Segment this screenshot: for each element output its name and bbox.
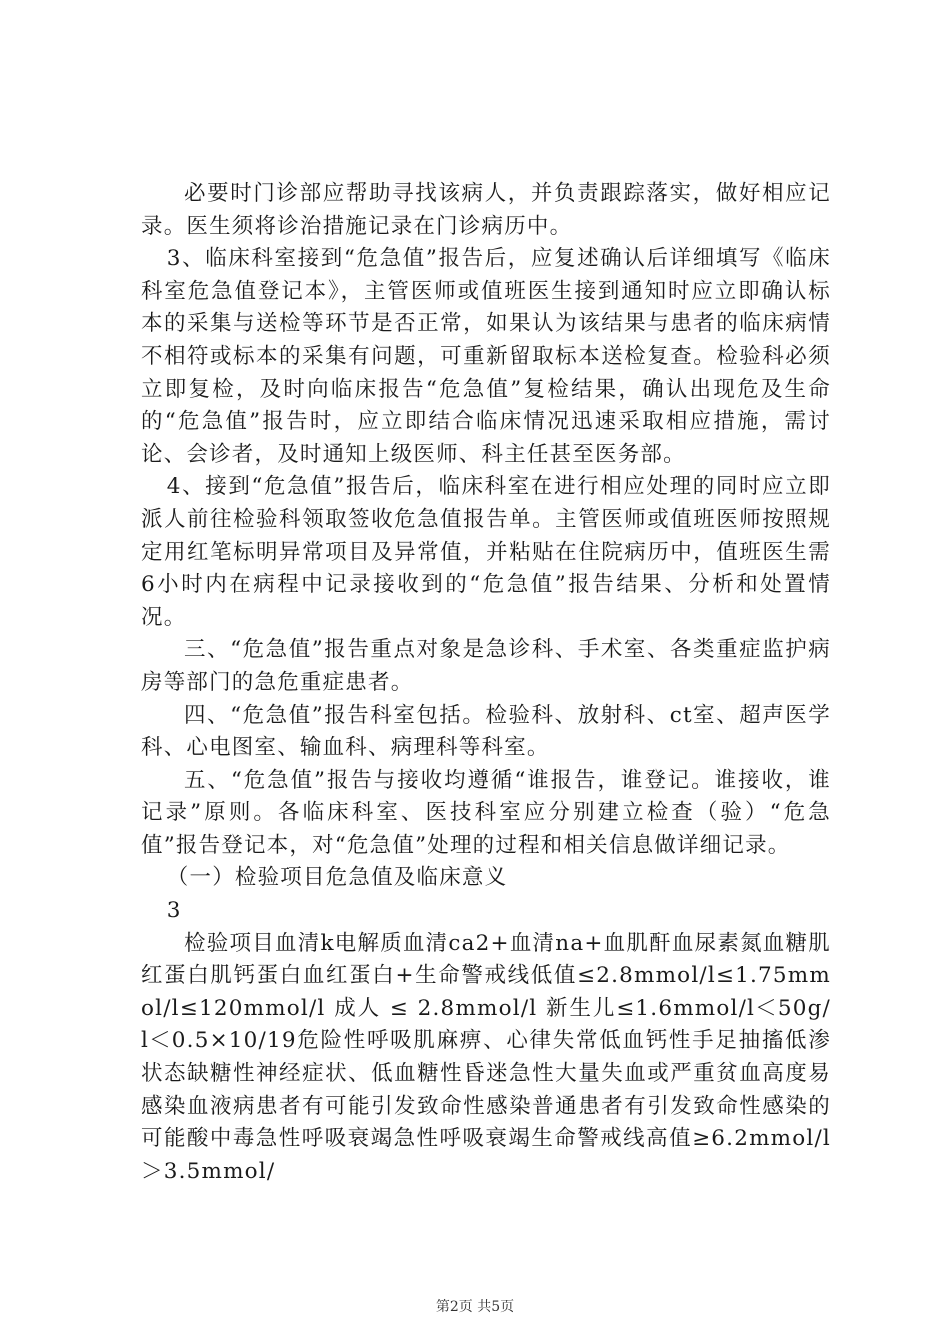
page-footer: 第2页 共5页 (435, 1299, 515, 1315)
paragraph-followup: 必要时门诊部应帮助寻找该病人，并负责跟踪落实，做好相应记录。医生须将诊治措施记录在门诊病历中。 (141, 181, 831, 239)
subsection-heading: （一）检验项目危急值及临床意义 (166, 865, 508, 891)
paragraph-section-3: 三、“危急值”报告重点对象是急诊科、手术室、各类重症监护病房等部门的急危重症患者。 (141, 637, 831, 695)
paragraph-item-4: 4、接到“危急值”报告后，临床科室在进行相应处理的同时应立即派人前往检验科领取签收危急值报告单。主管医师或值班医师按照规定用红笔标明异常项目及异常值，并粘贴在住院病历中，值班医生需6小时内在病程中记录接收到的“危急值”报告结果、分析和处置情况。 (141, 474, 831, 630)
paragraph-section-4: 四、“危急值”报告科室包括。检验科、放射科、ct室、超声医学科、心电图室、输血科、病理科等科室。 (141, 702, 831, 761)
paragraph-item-3: 3、临床科室接到“危急值”报告后，应复述确认后详细填写《临床科室危急值登记本》，主管医师或值班医生接到通知时应立即确认标本的采集与送检等环节是否正常，如果认为该结果与患者的临床病情不相符或标本的采集有问题，可重新留取标本送检复查。检验科必须立即复检，及时向临床报告“危急值”复检结果，确认出现危及生命的“危急值”报告时，应立即结合临床情况迅速采取相应措施，需讨论、会诊者，及时通知上级医师、科主任甚至医务部。 (141, 246, 831, 467)
page-number-inline: 3 (166, 898, 182, 924)
document-body (141, 178, 831, 1188)
paragraph-section-5: 五、“危急值”报告与接收均遵循“谁报告，谁登记。谁接收，谁记录”原则。各临床科室、医技科室应分别建立检查（验）“危急值”报告登记本，对“危急值”处理的过程和相关信息做详细记录。 (141, 767, 831, 858)
paragraph-lab-values: 检验项目血清k电解质血清ca2+血清na+血肌酐血尿素氮血糖肌红蛋白肌钙蛋白血红蛋白+生命警戒线低值≤2.8mmol/l≤1.75mmol/l≤120mmol/l 成人 ≤ 2.8mmol/l 新生儿≤1.6mmol/l＜50g/l＜0.5×10/19危险性呼吸肌麻痹、心律失常低血钙性手足抽搐低渗状态缺糖性神经症状、低血糖性昏迷急性大量失血或严重贫血高度易感染血液病患者有可能引发致命性感染普通患者有引发致命性感染的可能酸中毒急性呼吸衰竭急性呼吸衰竭生命警戒线高值≥6.2mmol/l＞3.5mmol/ (141, 930, 831, 1184)
